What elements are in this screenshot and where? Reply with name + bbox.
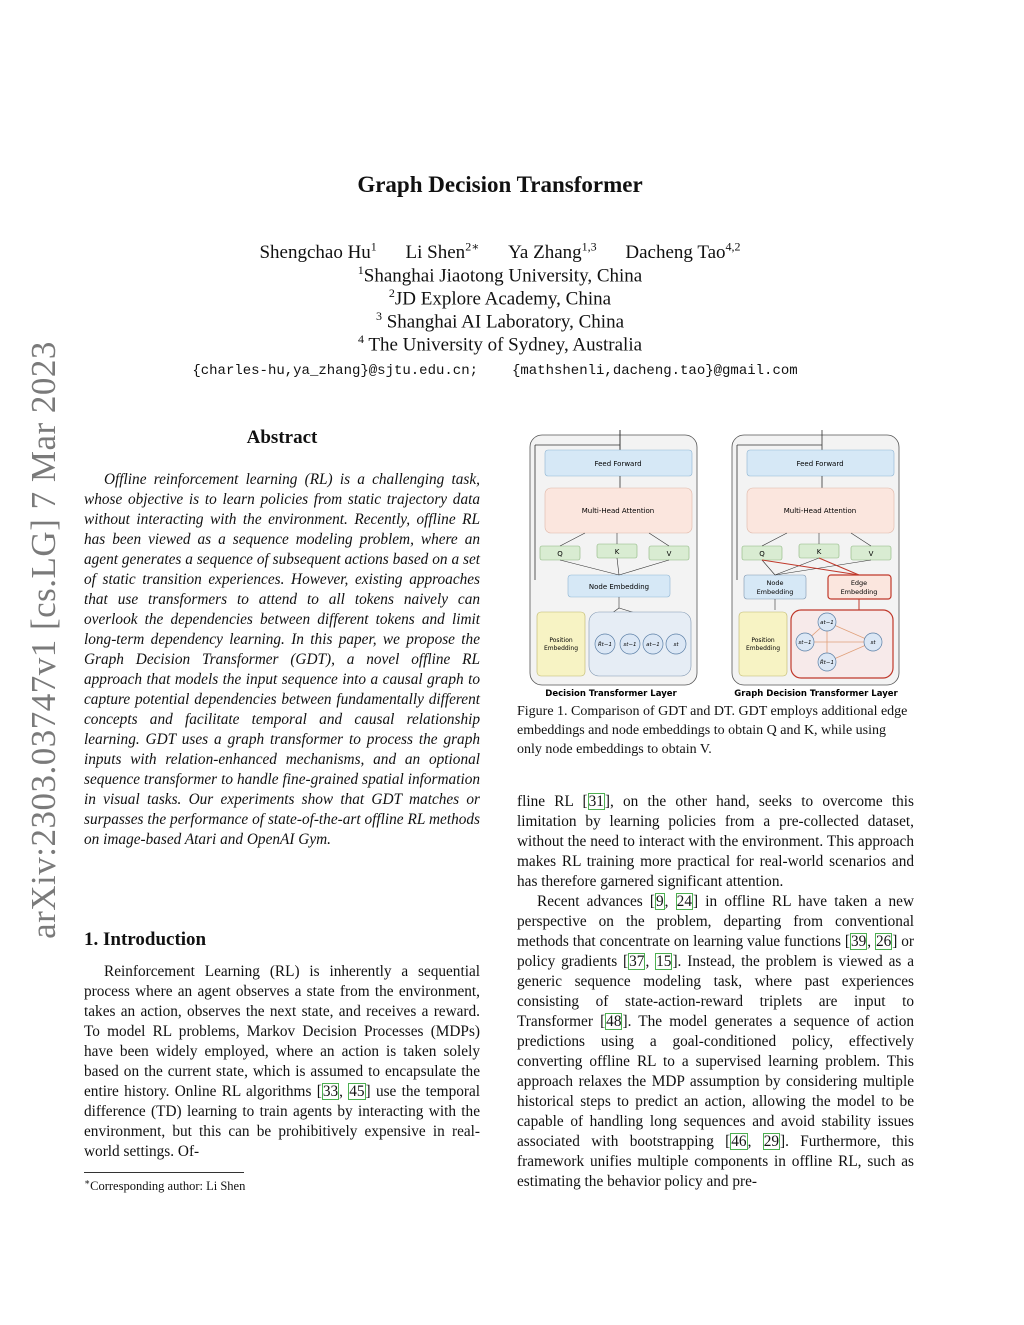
svg-text:Position: Position xyxy=(549,637,573,644)
svg-text:Embedding: Embedding xyxy=(756,588,794,596)
citation-link[interactable]: 15 xyxy=(656,953,672,970)
citation-link[interactable]: 24 xyxy=(676,893,692,910)
email-group: {charles-hu,ya_zhang}@sjtu.edu.cn; xyxy=(192,363,478,379)
introduction-body xyxy=(84,962,480,1162)
author: Shengchao Hu$^1$ xyxy=(259,240,377,264)
right-column-body xyxy=(517,792,914,1192)
email-group: {mathshenli,dacheng.tao}@gmail.com xyxy=(512,363,798,379)
author: Dacheng Tao$^{4,2}$ xyxy=(625,240,741,264)
svg-text:Multi-Head Attention: Multi-Head Attention xyxy=(581,507,655,515)
citation-link[interactable]: 37 xyxy=(629,953,645,970)
svg-text:Node Embedding: Node Embedding xyxy=(588,583,650,591)
figure-architecture-diagram xyxy=(525,430,905,702)
svg-text:Q: Q xyxy=(759,550,765,558)
svg-text:at−1: at−1 xyxy=(646,642,660,648)
svg-text:R̂t−1: R̂t−1 xyxy=(597,642,613,648)
citation-link[interactable]: 46 xyxy=(731,1133,747,1150)
svg-text:Multi-Head Attention: Multi-Head Attention xyxy=(783,507,857,515)
svg-text:st−1: st−1 xyxy=(798,640,812,646)
svg-text:st: st xyxy=(673,642,679,648)
svg-text:at−1: at−1 xyxy=(820,620,834,626)
gdt-layer-diagram xyxy=(732,430,899,699)
svg-text:Embedding: Embedding xyxy=(745,645,781,652)
right-panel-label: Graph Decision Transformer Layer xyxy=(734,689,898,699)
affiliation: $^1$Shanghai Jiaotong University, China xyxy=(357,263,643,287)
svg-text:K: K xyxy=(614,548,620,556)
svg-text:Embedding: Embedding xyxy=(840,588,878,596)
abstract-body xyxy=(84,470,480,850)
figure-caption: Figure 1. Comparison of GDT and DT. GDT employs additional edge embeddings and node embeddings to obtain Q and K, while using only node embeddings to obtain V. xyxy=(517,704,908,757)
svg-text:Position: Position xyxy=(751,637,775,644)
affiliation: $^3$ Shanghai AI Laboratory, China xyxy=(375,309,625,333)
footnote-rule xyxy=(84,1172,244,1173)
section-heading-introduction: 1. Introduction xyxy=(84,929,207,950)
svg-text:Edge: Edge xyxy=(850,579,868,587)
dt-layer-diagram xyxy=(530,430,697,699)
citation-link[interactable]: 33 xyxy=(322,1083,339,1100)
left-panel-label: Decision Transformer Layer xyxy=(545,689,677,699)
svg-text:Node: Node xyxy=(766,579,784,587)
author-list xyxy=(0,240,1000,264)
arxiv-stamp-text: arXiv:2303.03747v1 [cs.LG] 7 Mar 2023 xyxy=(24,341,63,939)
paragraph: fline RL [31], on the other hand, seeks to overcome this limitation by learning policies from a pre-collected dataset, without the need to interact with the environment. This approach makes RL training more practical for real-world scenarios and has therefore garnered significant attention. xyxy=(517,793,914,890)
affiliation: $^4$ The University of Sydney, Australia xyxy=(357,332,643,356)
citation-link[interactable]: 26 xyxy=(875,933,892,950)
svg-text:Q: Q xyxy=(557,550,563,558)
author: Ya Zhang$^{1,3}$ xyxy=(508,240,597,264)
paragraph: Reinforcement Learning (RL) is inherently a sequential process where an agent observes a state from the environment, takes an action, observes the next state, and receives a reward. To model RL problems, Markov Decision Processes (MDPs) have been widely employed, where an action is taken solely based on the current state, which is assumed to encapsulate the entire history. Online RL algorithms [33, 45] use the temporal difference (TD) learning to train agents by interacting with the environment, but this can be prohibitively expensive in real-world settings. Of- xyxy=(84,963,481,1160)
citation-link[interactable]: 29 xyxy=(763,1133,780,1150)
position-embedding-block xyxy=(739,612,787,676)
arxiv-stamp xyxy=(14,341,74,939)
abstract-heading: Abstract xyxy=(246,427,318,448)
position-embedding-block xyxy=(537,612,585,676)
author-emails xyxy=(0,363,990,379)
affiliation: $^2$JD Explore Academy, China xyxy=(388,286,612,310)
svg-text:K: K xyxy=(816,548,822,556)
svg-text:Feed Forward: Feed Forward xyxy=(594,460,642,468)
author: Li Shen$^{2∗}$ xyxy=(405,240,480,264)
svg-text:V: V xyxy=(868,550,874,558)
svg-text:R̂t−1: R̂t−1 xyxy=(819,660,835,666)
citation-link[interactable]: 9 xyxy=(656,893,664,910)
citation-link[interactable]: 45 xyxy=(349,1083,365,1100)
svg-text:V: V xyxy=(666,550,672,558)
paragraph: Recent advances [9, 24] in offline RL have taken a new perspective on the problem, departing from conventional methods that concentrate on learning value functions [39, 26] or policy gradients [37, 15]. Instead, the problem is viewed as a generic sequence modeling task, where past experiences consisting of state-action-reward triplets are input to Transformer [48]. The model generates a sequence of action predictions using a goal-conditioned policy, effectively converting offline RL to a supervised learning problem. This approach relaxes the MDP assumption by considering multiple historical steps to predict an action, allowing the model to be capable of handling long sequences and avoid stability issues associated with bootstrapping [46, 29]. Furthermore, this framework unifies multiple components in offline RL, such as estimating the behavior policy and pre- xyxy=(517,893,914,1190)
svg-text:Embedding: Embedding xyxy=(543,645,579,652)
footnote: ∗Corresponding author: Li Shen xyxy=(84,1177,246,1194)
abstract-text: Offline reinforcement learning (RL) is a challenging task, whose objective is to learn policies from static trajectory data without interacting with the environment. Recently, offline RL has been viewed as a sequence modeling problem, where an agent generates a sequence of subsequent actions based on a set of static transition experiences. However, existing approaches that use transformers to attend to all tokens naively can overlook the dependencies between different tokens and limit long-term dependency learning. In this paper, we propose the Graph Decision Transformer (GDT), a novel offline RL approach that models the input sequence into a causal graph to capture potential dependencies between fundamentally different concepts and facilitate temporal and causal relationship learning. GDT uses a graph transformer to process the graph inputs with relation-enhanced mechanisms, and an optional sequence transformer to handle fine-grained spatial information in visual tasks. Our experiments show that GDT matches or surpasses the performance of state-of-the-art offline RL methods on image-based Atari and OpenAI Gym. xyxy=(84,471,480,848)
citation-link[interactable]: 31 xyxy=(588,793,604,810)
svg-text:st: st xyxy=(870,640,876,646)
svg-text:st−1: st−1 xyxy=(623,642,637,648)
citation-link[interactable]: 48 xyxy=(606,1013,622,1030)
paper-title: Graph Decision Transformer xyxy=(357,172,643,197)
svg-text:Feed Forward: Feed Forward xyxy=(796,460,844,468)
citation-link[interactable]: 39 xyxy=(850,933,867,950)
